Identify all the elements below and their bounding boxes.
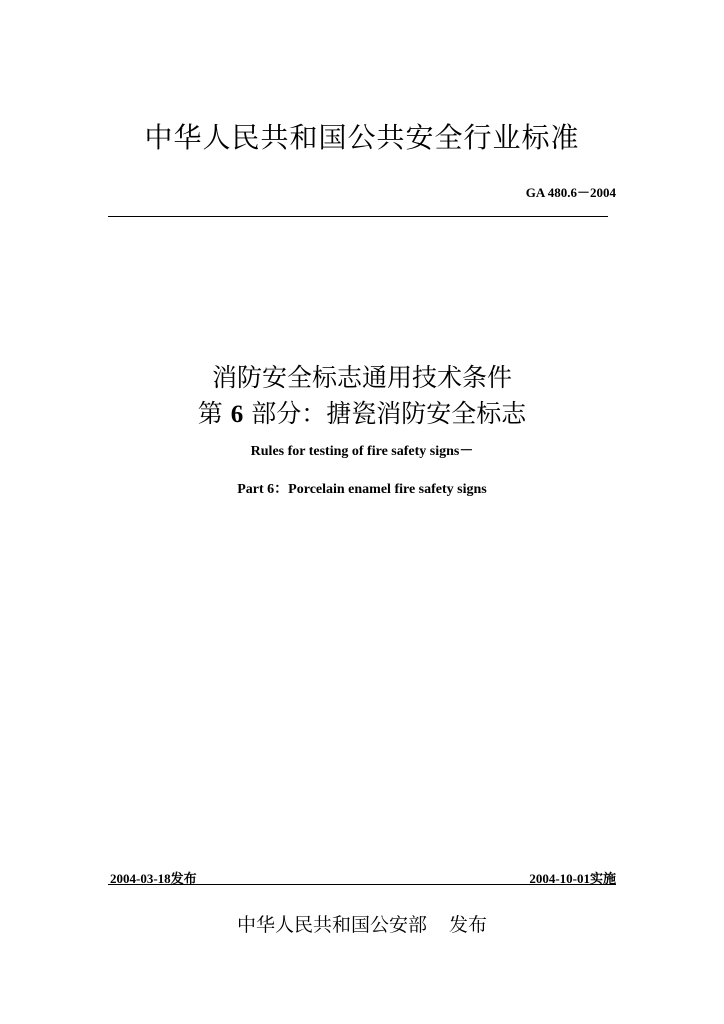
title-part-suffix: 部分：搪瓷消防安全标志 (251, 399, 527, 428)
standard-category-title: 中华人民共和国公共安全行业标准 (144, 121, 580, 154)
document-title-en-line1: Rules for testing of fire safety signs－ (250, 444, 474, 459)
issuer-name: 中华人民共和国公安部 (236, 914, 427, 936)
footer-divider (108, 884, 616, 885)
title-part-number: 6 (230, 401, 244, 428)
issuer-line (0, 910, 724, 937)
publish-date: 2004-03-18发布 (110, 871, 197, 886)
standard-number: GA 480.6－2004 (525, 185, 616, 200)
document-title-zh-line1: 消防安全标志通用技术条件 (211, 363, 512, 392)
document-title-en-line2: Part 6：Porcelain enamel fire safety signs (237, 482, 487, 497)
document-title-zh-line2 (0, 394, 724, 430)
title-part-prefix: 第 (197, 399, 223, 428)
implement-date: 2004-10-01实施 (529, 871, 616, 886)
issuer-action: 发布 (449, 914, 488, 936)
header-divider (108, 216, 608, 217)
